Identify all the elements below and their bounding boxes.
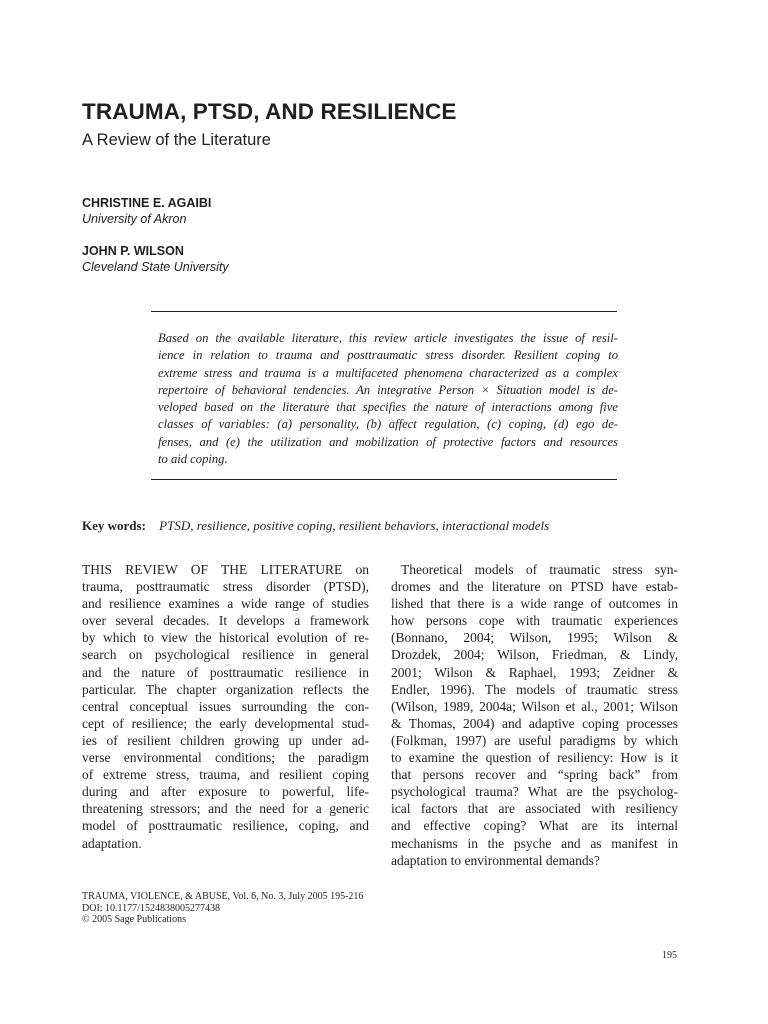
keywords-label: Key words:	[82, 518, 146, 533]
author-affiliation-2: Cleveland State University	[82, 260, 229, 274]
body-line: that persons recover and “spring back” from	[391, 767, 678, 783]
abstract-line: repertoire of behavioral tendencies. An integrative Person × Situation model is de-	[158, 382, 618, 397]
author-name-1: CHRISTINE E. AGAIBI	[82, 196, 212, 210]
author-name-2: JOHN P. WILSON	[82, 244, 184, 258]
doi: DOI: 10.1177/1524838005277438	[82, 902, 220, 914]
abstract-top-rule	[151, 311, 617, 312]
body-line: lished that there is a wide range of outcomes in	[391, 596, 678, 612]
abstract-line: fenses, and (e) the utilization and mobilization of protective factors and resources	[158, 434, 618, 449]
author-affiliation-1: University of Akron	[82, 212, 187, 226]
abstract-line: to aid coping.	[158, 452, 228, 467]
body-line: cept of resilience; the early developmental stud-	[82, 715, 369, 731]
body-line: search on psychological resilience in general	[82, 647, 369, 663]
body-line: Theoretical models of traumatic stress syn-	[401, 562, 678, 577]
body-line: Endler, 1996). The models of traumatic stress	[391, 681, 678, 697]
body-line: to examine the question of resiliency: How is it	[391, 750, 678, 766]
body-right-column	[391, 561, 678, 869]
body-line: and the nature of posttraumatic resilience in	[82, 664, 369, 680]
body-line: adaptation to environmental demands?	[391, 852, 600, 868]
abstract-line: classes of variables: (a) personality, (b) affect regulation, (c) coping, (d) ego de-	[158, 417, 618, 432]
body-line: Drozdek, 2004; Wilson, Friedman, & Lindy,	[391, 647, 678, 663]
abstract-line: Based on the available literature, this review article investigates the issue of resil-	[158, 331, 618, 345]
article-title: TRAUMA, PTSD, AND RESILIENCE	[82, 99, 457, 124]
keywords-list: PTSD, resilience, positive coping, resilient behaviors, interactional models	[159, 518, 550, 533]
body-line: ical factors that are associated with resiliency	[391, 801, 678, 817]
body-line: 2001; Wilson & Raphael, 1993; Zeidner &	[391, 664, 678, 680]
abstract-line: veloped based on the literature that specifies the nature of interactions among five	[158, 400, 618, 415]
body-line: ies of resilient children growing up under ad-	[82, 732, 369, 748]
body-line: model of posttraumatic resilience, coping, and	[82, 818, 369, 834]
article-subtitle: A Review of the Literature	[82, 131, 271, 149]
body-line: dromes and the literature on PTSD have estab-	[391, 579, 678, 595]
body-line: and resilience examines a wide range of studies	[82, 596, 369, 612]
body-line: psychological trauma? What are the psycholog-	[391, 784, 678, 800]
body-line: (Wilson, 1989, 2004a; Wilson et al., 2001; Wilson	[391, 698, 678, 714]
page-number: 195	[662, 950, 677, 961]
body-line: and effective coping? What are its internal	[391, 818, 678, 834]
journal-footer	[82, 891, 363, 926]
abstract-line: ience in relation to trauma and posttraumatic stress disorder. Resilient coping to	[158, 348, 618, 363]
body-left-column	[82, 561, 369, 852]
body-line: adaptation.	[82, 835, 142, 851]
body-line: how persons cope with traumatic experiences	[391, 613, 678, 629]
body-line: mechanisms in the psyche and as manifest in	[391, 835, 678, 851]
keywords	[82, 517, 549, 534]
body-line: trauma, posttraumatic stress disorder (PTSD),	[82, 579, 369, 595]
abstract-bottom-rule	[151, 479, 617, 480]
abstract	[158, 330, 618, 468]
body-line: over several decades. It develops a framework	[82, 613, 369, 629]
abstract-line: extreme stress and trauma is a multifaceted phenomena characterized as a complex	[158, 365, 618, 380]
copyright: © 2005 Sage Publications	[82, 914, 186, 925]
body-line: & Thomas, 2004) and adaptive coping processes	[391, 715, 678, 731]
body-line: verse environmental conditions; the paradigm	[82, 750, 369, 766]
journal-citation: TRAUMA, VIOLENCE, & ABUSE, Vol. 6, No. 3, July 2005 195-216	[82, 891, 364, 902]
body-line: by which to view the historical evolution of re-	[82, 630, 369, 646]
body-line: threatening stressors; and the need for a generic	[82, 801, 369, 817]
body-line: particular. The chapter organization reflects the	[82, 681, 369, 697]
body-line: of extreme stress, trauma, and resilient coping	[82, 767, 369, 783]
body-line: (Folkman, 1997) are useful paradigms by which	[391, 732, 678, 748]
body-line: (Bonnano, 2004; Wilson, 1995; Wilson &	[391, 630, 678, 646]
body-line: central conceptual issues surrounding the con-	[82, 698, 369, 714]
body-line: during and after exposure to powerful, life-	[82, 784, 369, 800]
body-line: THIS REVIEW OF THE LITERATURE on	[82, 562, 369, 577]
